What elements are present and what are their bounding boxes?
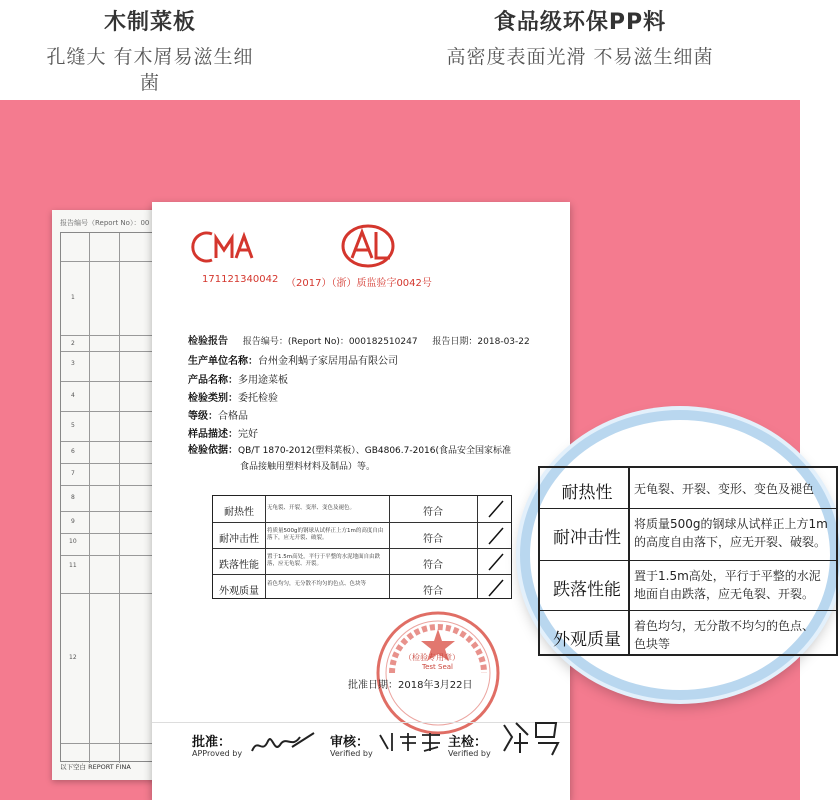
basis-label: 检验依据：	[188, 445, 238, 456]
inspector-signature	[498, 717, 564, 757]
back-row-number: 11	[69, 562, 77, 569]
approver-signature	[248, 727, 318, 757]
pp-board-feature	[400, 8, 760, 70]
reviewer-label-en: Verified by	[330, 749, 373, 758]
result-item-description: 将质量500g的钢球从试样正上方1m的高度自由落下，应无开裂、破裂。	[267, 528, 384, 541]
reviewer-label: 审核：	[330, 735, 370, 750]
back-row-number: 8	[71, 494, 75, 501]
result-item-result: 符合	[423, 507, 443, 518]
report-title: 检验报告	[188, 336, 228, 347]
back-row-number: 2	[71, 340, 75, 347]
product-field	[188, 371, 288, 386]
test-report-page	[152, 202, 570, 800]
result-row	[213, 522, 511, 548]
wood-board-subtitle: 孔缝大 有木屑易滋生细菌	[46, 46, 254, 94]
back-report-footer: 以下空白 REPORT FINA	[60, 763, 131, 771]
magnified-row	[540, 508, 836, 560]
seal-label-en: Test Seal	[422, 663, 453, 671]
inspector-label: 主检：	[448, 735, 488, 750]
grade-label: 等级：	[188, 411, 218, 422]
magnified-item-name: 外观质量	[553, 630, 621, 650]
signature-row	[152, 722, 570, 792]
magnified-item-name: 耐热性	[561, 483, 613, 503]
magnified-item-description: 着色均匀，无分散不均匀的色点、 色块等	[634, 619, 815, 651]
sample-value: 完好	[238, 429, 258, 440]
magnified-item-description: 置于1.5m高处，平行于平整的水泥 地面自由跌落，应无龟裂、开裂。	[634, 569, 821, 601]
magnified-row	[540, 560, 836, 610]
magnifier-zoom-circle	[520, 410, 840, 700]
basis-line-2: 食品接触用塑料材料及制品）等。	[240, 462, 376, 472]
result-item-name: 跌落性能	[219, 560, 259, 571]
pp-board-subtitle: 高密度表面光滑 不易滋生细菌	[446, 46, 714, 68]
approver-label-en: APProved by	[192, 749, 243, 758]
pp-board-title: 食品级环保PP料	[493, 10, 667, 35]
category-field	[188, 389, 278, 404]
result-item-description: 着色均匀，无分散不均匀的色点、色块等	[267, 581, 367, 587]
back-row-number: 5	[71, 422, 75, 429]
report-date: 报告日期：2018-03-22	[432, 337, 530, 347]
back-row-number: 7	[71, 470, 75, 477]
magnified-item-name: 跌落性能	[553, 580, 621, 600]
result-item-description: 无龟裂、开裂、变形、变色及褪色。	[267, 505, 356, 511]
report-info-line	[188, 332, 542, 347]
back-row-number: 1	[71, 294, 75, 301]
test-result-table	[212, 495, 512, 599]
grade-field	[188, 407, 248, 422]
result-row	[213, 548, 511, 574]
slash-mark-icon	[479, 526, 513, 546]
feature-comparison-band	[0, 0, 800, 100]
magnified-item-description: 无龟裂、开裂、变形、变色及褪色	[634, 482, 815, 496]
result-item-name: 耐热性	[224, 507, 254, 518]
slash-mark-icon	[479, 578, 513, 598]
back-row-number: 3	[71, 360, 75, 367]
cma-logo-icon	[202, 230, 260, 264]
back-row-number: 4	[71, 392, 75, 399]
approval-date: 批准日期：2018年3月22日	[348, 680, 473, 691]
back-table-col-divider	[89, 233, 90, 763]
back-row-number: 6	[71, 448, 75, 455]
slash-mark-icon	[479, 499, 513, 519]
back-report-header: 报告编号（Report No）：00	[60, 219, 150, 227]
cal-logo-icon	[340, 222, 396, 270]
official-seal-icon	[372, 607, 504, 739]
result-item-description: 置于1.5m高处，平行于平整的水泥地面自由跌落，应无龟裂、开裂。	[267, 554, 381, 567]
result-item-name: 外观质量	[219, 586, 259, 597]
wood-board-feature	[40, 8, 260, 96]
product-label: 产品名称：	[188, 375, 238, 386]
back-row-number: 9	[71, 518, 75, 525]
back-row-number: 10	[69, 538, 77, 545]
category-label: 检验类别：	[188, 393, 238, 404]
seal-label	[404, 652, 460, 671]
result-item-result: 符合	[423, 534, 443, 545]
magnified-item-name: 耐冲击性	[553, 528, 621, 548]
magnified-result-table	[538, 466, 838, 656]
producer-field	[188, 352, 398, 367]
magnified-item-description: 将质量500g的钢球从试样正上方1m 的高度自由落下，应无开裂、破裂。	[634, 517, 828, 549]
reviewer-signature	[376, 729, 446, 755]
result-item-name: 耐冲击性	[219, 534, 259, 545]
sample-field	[188, 425, 258, 440]
inspector-label-en: Verified by	[448, 749, 491, 758]
cma-certificate-number: 171121340042	[202, 274, 279, 285]
magnified-row	[540, 468, 836, 508]
cal-certificate-number: （2017）（浙）质监验字0042号	[286, 278, 432, 289]
back-row-number: 12	[69, 654, 77, 661]
grade-value: 合格品	[218, 411, 248, 422]
approver-label: 批准：	[192, 735, 232, 750]
result-row	[213, 574, 511, 600]
producer-label: 生产单位名称：	[188, 356, 258, 367]
basis-field	[188, 443, 511, 475]
producer-value: 台州金利蜗子家居用品有限公司	[258, 356, 398, 367]
product-value: 多用途菜板	[238, 375, 288, 386]
report-number: 报告编号：(Report No)：000182510247	[242, 337, 418, 347]
basis-line-1: QB/T 1870-2012(塑料菜板）、GB4806.7-2016(食品安全国家标准	[238, 446, 512, 456]
wood-board-title: 木制菜板	[103, 10, 196, 35]
result-item-result: 符合	[423, 586, 443, 597]
sample-label: 样品描述：	[188, 429, 238, 440]
result-row	[213, 496, 511, 522]
result-item-result: 符合	[423, 560, 443, 571]
seal-label-cn: （检验专用章）	[404, 653, 460, 662]
magnified-row	[540, 610, 836, 658]
back-table-col-divider	[119, 233, 120, 763]
slash-mark-icon	[479, 552, 513, 572]
category-value: 委托检验	[238, 393, 278, 404]
